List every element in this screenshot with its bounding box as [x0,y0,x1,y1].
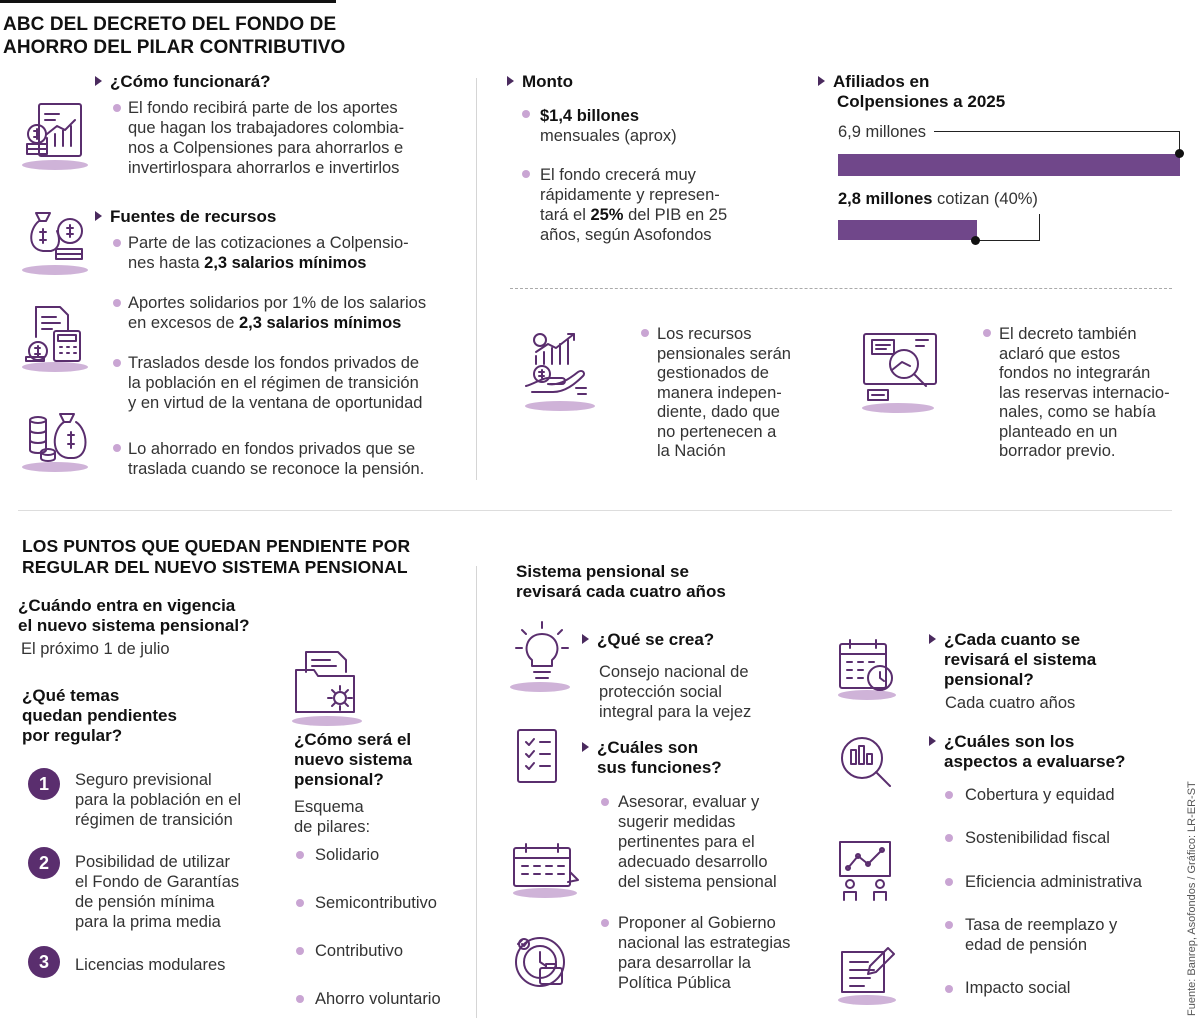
bullet [113,444,121,452]
pilar-item: Solidario [315,846,380,864]
aspectos-question: ¿Cuáles son los aspectos a evaluarse? [929,732,1125,772]
bullet [945,878,953,886]
funciones-question: ¿Cuáles son sus funciones? [582,738,722,778]
magnifier-chart-icon [836,734,894,790]
afiliados-total-bracket [934,131,1180,155]
bullet [601,798,609,806]
icon-shadow [838,995,896,1005]
bullet [641,329,649,337]
cada-answer: Cada cuatro años [945,694,1076,712]
esquema-text: Esquema de pilares: [294,798,371,836]
monto-item-1: $1,4 billones mensuales (aprox) [540,107,677,145]
clock-briefcase-icon [512,932,570,994]
bullet [983,329,991,337]
temas-question: ¿Qué temas quedan pendientes por regular? [22,686,177,745]
funcion-2: Proponer al Gobierno nacional las estrategias para desarrollar la Política Pública [618,914,791,992]
bullet [601,919,609,927]
number-badge: 1 [28,768,60,800]
bullet [113,299,121,307]
afiliados-cotizan-label: 2,8 millones cotizan (40%) [838,190,1038,208]
growth-hand-icon [522,330,602,402]
number-badge: 3 [28,946,60,978]
top-title: ABC DEL DECRETO DEL FONDO DE AHORRO DEL PILAR CONTRIBUTIVO [3,14,346,58]
icon-shadow [510,682,570,692]
bullet [522,110,530,118]
triangle-bullet-icon [929,634,936,644]
aspecto-item: Sostenibilidad fiscal [965,829,1110,847]
aspecto-item: Tasa de reemplazo y edad de pensión [965,916,1118,954]
bullet [945,834,953,842]
bullet [296,851,304,859]
triangle-bullet-icon [507,76,514,86]
icon-shadow [22,265,88,275]
bullet [113,239,121,247]
number-badge: 2 [28,847,60,879]
folder-gear-icon [294,648,360,718]
como-heading: ¿Cómo funcionará? [95,72,271,92]
calendar-clock-icon [838,638,898,694]
decreto-text: El decreto también aclaró que estos fondos no integrarán las reservas internacio- nales, como se había planteado en un borrador previo. [999,325,1170,460]
bullet [296,947,304,955]
dashed-divider [510,288,1172,289]
afiliados-heading: Afiliados en Colpensiones a 2025 [818,72,1005,112]
tax-calculator-icon [24,305,86,365]
tema-item-1: Seguro previsional para la población en el régimen de transición [75,771,242,829]
source-credit: Fuente: Banrep, Asofondos / Gráfico: LR-ER-ST [1186,781,1198,1016]
tema-item-2: Posibilidad de utilizar el Fondo de Garantías de pensión mínima para la prima media [75,853,240,931]
analysis-screen-icon [862,332,942,408]
top-rule [0,0,336,3]
bullet [945,985,953,993]
fuentes-item-4: Lo ahorrado en fondos privados que se traslada cuando se reconoce la pensión. [128,440,425,478]
fuentes-heading: Fuentes de recursos [95,207,276,227]
fuentes-item-3: Traslados desde los fondos privados de la población en el régimen de transición y en virtud de la ventana de oportunidad [128,354,423,412]
bullet [113,359,121,367]
funcion-1: Asesorar, evaluar y sugerir medidas pertinentes para el adecuado desarrollo del sistema pensional [618,793,777,891]
afiliados-cotizan-bracket [975,214,1040,241]
como-sera-question: ¿Cómo será el nuevo sistema pensional? [294,730,413,789]
crea-answer: Consejo nacional de protección social integral para la vejez [599,663,752,721]
savings-bag-icon [24,408,86,464]
crea-question: ¿Qué se crea? [582,630,714,650]
bottom-divider [476,566,477,1018]
checklist-icon [516,728,560,786]
triangle-bullet-icon [929,736,936,746]
lightbulb-icon [514,620,570,682]
fuentes-item-2: Aportes solidarios por 1% de los salarios en excesos de 2,3 salarios mínimos [128,294,427,332]
document-pen-icon [838,944,898,996]
triangle-bullet-icon [582,742,589,752]
bottom-title: LOS PUNTOS QUE QUEDAN PENDIENTE POR REGULAR DEL NUEVO SISTEMA PENSIONAL [22,536,411,577]
money-bag-coins-icon [24,205,86,265]
icon-shadow [22,160,88,170]
sistema-title: Sistema pensional se revisará cada cuatro años [516,562,726,601]
vigencia-question: ¿Cuándo entra en vigencia el nuevo sistema pensional? [18,596,250,635]
section-divider [18,510,1172,511]
triangle-bullet-icon [95,211,102,221]
afiliados-total-marker [1175,149,1184,158]
fuentes-item-1: Parte de las cotizaciones a Colpensio- nes hasta 2,3 salarios mínimos [128,234,409,272]
triangle-bullet-icon [582,634,589,644]
triangle-bullet-icon [818,76,825,86]
bullet [296,995,304,1003]
pilar-item: Contributivo [315,942,404,960]
recursos-text: Los recursos pensionales serán gestionados de manera indepen- diente, dado que no pertenecen a la Nación [657,325,791,460]
presentation-chart-icon [836,840,894,902]
monto-item-2: El fondo crecerá muy rápidamente y represen- tará el 25% del PIB en 25 años, según Asofondos [540,166,728,244]
bullet [113,104,121,112]
aspecto-item: Eficiencia administrativa [965,873,1142,891]
calendar-icon [512,842,580,890]
triangle-bullet-icon [95,76,102,86]
afiliados-cotizan-bar [838,220,977,240]
aspecto-item: Cobertura y equidad [965,786,1115,804]
finance-report-icon [25,100,85,160]
pilar-item: Ahorro voluntario [315,990,441,1008]
tema-item-3: Licencias modulares [75,956,226,974]
afiliados-total-bar [838,154,1180,176]
afiliados-cotizan-marker [971,236,980,245]
icon-shadow [525,401,595,411]
bullet [945,921,953,929]
bullet [522,170,530,178]
cada-question: ¿Cada cuanto se revisará el sistema pensional? [929,630,1096,690]
bullet [296,899,304,907]
vigencia-answer: El próximo 1 de julio [21,640,170,658]
bullet [945,791,953,799]
monto-heading: Monto [507,72,573,92]
como-text: El fondo recibirá parte de los aportes que hagan los trabajadores colombia- nos a Colpensiones para ahorrarlos e invertirlospara ahorrarlos e invertirlos [128,99,405,177]
top-divider [476,78,477,480]
aspecto-item: Impacto social [965,979,1071,997]
pilar-item: Semicontributivo [315,894,437,912]
afiliados-total-label: 6,9 millones [838,123,927,141]
